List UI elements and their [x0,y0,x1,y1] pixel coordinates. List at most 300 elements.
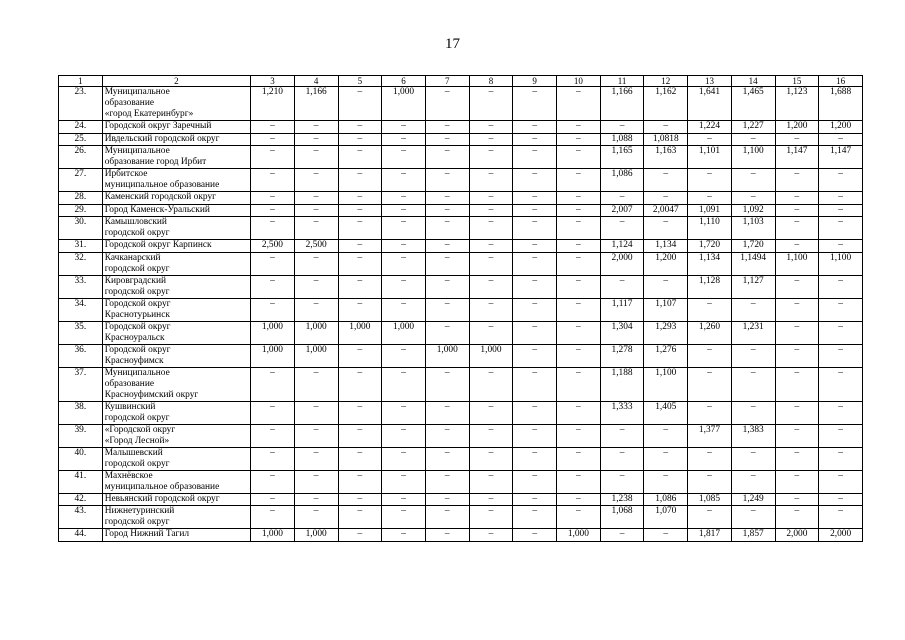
value-cell: – [425,470,469,493]
value-cell: 1,165 [600,146,644,169]
row-number: 33. [59,275,103,298]
municipality-name-line: городской округ [104,228,170,238]
municipality-name [102,493,250,506]
value-cell: – [251,493,295,506]
municipality-name-line: Качканарский [104,252,161,263]
value-cell: – [294,169,338,192]
municipality-name [102,275,250,298]
table-row [59,252,863,275]
value-cell: – [819,133,863,146]
value-cell: 1,100 [819,252,863,275]
value-cell: – [513,192,557,205]
value-cell: – [819,240,863,253]
row-number: 44. [59,529,103,542]
value-cell: – [557,146,601,169]
value-cell: – [338,367,382,401]
value-cell: – [513,169,557,192]
value-cell: – [469,146,513,169]
value-cell: – [513,217,557,240]
value-cell: 1,224 [688,121,732,134]
value-cell: – [557,121,601,134]
value-cell: – [469,169,513,192]
value-cell: – [338,133,382,146]
row-number: 30. [59,217,103,240]
value-cell: – [338,146,382,169]
municipality-name-line: Кушвинский [104,401,156,412]
value-cell: – [382,252,426,275]
value-cell: 2,0047 [644,204,688,217]
value-cell: – [775,424,819,447]
value-cell: – [600,529,644,542]
value-cell: – [251,204,295,217]
value-cell: – [382,133,426,146]
value-cell: – [425,133,469,146]
value-cell: – [469,252,513,275]
table-row [59,367,863,401]
value-cell: 1,720 [731,240,775,253]
value-cell: – [251,133,295,146]
value-cell: – [731,506,775,529]
municipality-name [102,424,250,447]
municipality-name-line: Ирбитское [104,169,148,179]
value-cell: – [425,298,469,321]
column-header: 13 [688,76,732,87]
value-cell: – [513,252,557,275]
municipality-name-line: образование город Ирбит [104,157,207,167]
row-number: 25. [59,133,103,146]
municipality-name [102,169,250,192]
value-cell: – [513,529,557,542]
value-cell: – [294,470,338,493]
value-cell: – [294,204,338,217]
value-cell: – [294,133,338,146]
value-cell: – [469,447,513,470]
value-cell: – [557,217,601,240]
value-cell: 1,1494 [731,252,775,275]
municipality-name [102,321,250,344]
value-cell: 1,085 [688,493,732,506]
value-cell: – [425,192,469,205]
value-cell: – [513,321,557,344]
value-cell: 1,134 [688,252,732,275]
value-cell: – [557,169,601,192]
table-row [59,146,863,169]
value-cell: 1,123 [775,87,819,121]
value-cell: – [382,529,426,542]
value-cell: – [338,87,382,121]
value-cell: – [513,424,557,447]
row-number: 24. [59,121,103,134]
value-cell: – [469,493,513,506]
table-row [59,240,863,253]
value-cell: – [644,470,688,493]
row-number: 39. [59,424,103,447]
row-number: 23. [59,87,103,121]
municipality-name-line: «Городской округ [104,424,176,435]
value-cell: 1,333 [600,401,644,424]
table-row [59,87,863,121]
value-cell: – [294,447,338,470]
value-cell: 1,100 [731,146,775,169]
value-cell: 1,162 [644,87,688,121]
value-cell: 1,000 [557,529,601,542]
value-cell: – [382,204,426,217]
column-header: 9 [513,76,557,87]
value-cell: 1,231 [731,321,775,344]
row-number: 28. [59,192,103,205]
value-cell: – [775,169,819,192]
value-cell: – [600,447,644,470]
value-cell: – [251,401,295,424]
value-cell: – [382,367,426,401]
value-cell: – [469,424,513,447]
value-cell: – [775,204,819,217]
municipality-name [102,401,250,424]
municipality-name [102,344,250,367]
value-cell: – [338,204,382,217]
value-cell: – [425,87,469,121]
column-header: 10 [557,76,601,87]
value-cell: – [251,252,295,275]
value-cell: 1,200 [775,121,819,134]
value-cell: – [469,204,513,217]
value-cell: – [819,506,863,529]
value-cell: – [382,169,426,192]
value-cell: – [688,506,732,529]
value-cell: – [644,192,688,205]
value-cell: 1,088 [600,133,644,146]
value-cell: – [557,192,601,205]
value-cell: – [819,217,863,240]
value-cell: – [557,493,601,506]
value-cell: – [338,192,382,205]
municipality-name-line: Нижнетуринский [104,506,175,516]
value-cell: – [294,493,338,506]
municipality-name-line: Краснотурьинск [104,309,170,320]
value-cell: – [644,169,688,192]
table-row [59,192,863,205]
value-cell: – [425,493,469,506]
value-cell: 2,000 [819,529,863,542]
municipality-name [102,204,250,217]
row-number: 40. [59,447,103,470]
column-header: 5 [338,76,382,87]
value-cell: – [513,470,557,493]
value-cell: – [644,121,688,134]
value-cell: 1,278 [600,344,644,367]
value-cell: – [469,133,513,146]
value-cell: 1,817 [688,529,732,542]
municipality-name-line: Городской округ Карпинск [104,240,212,250]
value-cell: – [775,217,819,240]
value-cell: – [819,298,863,321]
value-cell: 1,068 [600,506,644,529]
value-cell: – [775,493,819,506]
value-cell: 1,188 [600,367,644,401]
value-cell: – [338,169,382,192]
value-cell: 2,000 [775,529,819,542]
value-cell: – [425,275,469,298]
value-cell: – [338,424,382,447]
value-cell: – [294,146,338,169]
municipality-name-line: Красноуральск [104,332,165,343]
municipality-name-line: Город Каменск-Уральский [104,204,210,215]
value-cell: 1,117 [600,298,644,321]
value-cell: – [469,240,513,253]
value-cell: – [557,447,601,470]
value-cell: – [819,401,863,424]
value-cell: – [600,121,644,134]
value-cell: – [557,240,601,253]
value-cell: – [775,298,819,321]
municipality-name [102,252,250,275]
table-row [59,529,863,542]
value-cell: – [294,217,338,240]
value-cell: 1,720 [688,240,732,253]
column-header: 11 [600,76,644,87]
value-cell: – [425,252,469,275]
value-cell: 1,238 [600,493,644,506]
value-cell: – [513,240,557,253]
value-cell: – [469,529,513,542]
table-row [59,298,863,321]
value-cell: – [644,275,688,298]
municipality-name-line: Кировградский [104,275,166,286]
table-header-row [59,76,863,87]
value-cell: – [688,367,732,401]
value-cell: – [600,275,644,298]
table-row [59,506,863,529]
value-cell: 1,293 [644,321,688,344]
value-cell: – [382,424,426,447]
municipality-name-line: Городской округ [104,321,171,332]
value-cell: 1,688 [819,87,863,121]
value-cell: – [600,470,644,493]
value-cell: – [557,298,601,321]
municipality-name-line: «Город Лесной» [104,435,170,446]
value-cell: – [338,470,382,493]
municipality-name-line: Муниципальное [104,367,170,378]
value-cell: 1,000 [294,321,338,344]
value-cell: – [513,506,557,529]
value-cell: – [819,470,863,493]
value-cell: – [775,470,819,493]
value-cell: – [688,401,732,424]
column-header: 12 [644,76,688,87]
value-cell: 1,304 [600,321,644,344]
value-cell: 2,000 [600,252,644,275]
value-cell: – [338,506,382,529]
value-cell: – [251,146,295,169]
row-number: 32. [59,252,103,275]
value-cell: – [775,367,819,401]
value-cell: – [819,344,863,367]
value-cell: – [469,321,513,344]
value-cell: – [469,367,513,401]
value-cell: – [557,470,601,493]
value-cell: – [251,506,295,529]
municipality-name-line: Городской округ Заречный [104,121,212,131]
table-row [59,401,863,424]
value-cell: – [382,275,426,298]
value-cell: – [338,447,382,470]
value-cell: – [294,506,338,529]
value-cell: – [294,192,338,205]
value-cell: – [513,344,557,367]
row-number: 42. [59,493,103,506]
column-header: 6 [382,76,426,87]
value-cell: – [294,424,338,447]
value-cell: – [338,217,382,240]
row-number: 35. [59,321,103,344]
value-cell: – [382,146,426,169]
municipality-name-line: Городской округ [104,298,171,309]
municipality-name [102,240,250,253]
value-cell: 1,166 [294,87,338,121]
value-cell: – [557,204,601,217]
municipality-name-line: образование [104,378,155,389]
value-cell: 1,276 [644,344,688,367]
value-cell: – [557,367,601,401]
value-cell: – [819,321,863,344]
value-cell: – [425,240,469,253]
value-cell: 1,128 [688,275,732,298]
value-cell: – [469,298,513,321]
municipality-name-line: Ивдельский городской округ [104,133,220,144]
municipality-name [102,133,250,146]
value-cell: – [469,275,513,298]
value-cell: – [557,321,601,344]
value-cell: – [338,121,382,134]
value-cell: – [382,493,426,506]
municipality-name-line: Малышевский [104,447,163,458]
value-cell: – [425,169,469,192]
row-number: 34. [59,298,103,321]
page-number: 17 [445,36,460,52]
value-cell: – [469,217,513,240]
value-cell: 1,210 [251,87,295,121]
value-cell: – [294,252,338,275]
value-cell: – [294,401,338,424]
municipality-name [102,447,250,470]
value-cell: – [251,367,295,401]
value-cell: – [600,217,644,240]
table-row [59,344,863,367]
value-cell: – [819,367,863,401]
value-cell: – [513,493,557,506]
value-cell: – [513,401,557,424]
value-cell: – [731,298,775,321]
municipality-name-line: Каменский городской округ [104,192,216,202]
value-cell: – [513,298,557,321]
value-cell: – [382,192,426,205]
value-cell: – [688,169,732,192]
value-cell: 1,000 [294,529,338,542]
municipality-name-line: Камышловский [104,217,167,227]
value-cell: – [819,447,863,470]
value-cell: – [688,133,732,146]
value-cell: – [469,121,513,134]
value-cell: 1,124 [600,240,644,253]
value-cell: 1,166 [600,87,644,121]
value-cell: 1,070 [644,506,688,529]
value-cell: – [513,133,557,146]
value-cell: – [644,217,688,240]
value-cell: – [425,424,469,447]
value-cell: – [731,367,775,401]
value-cell: – [382,121,426,134]
value-cell: – [688,192,732,205]
municipality-name [102,87,250,121]
value-cell: – [338,529,382,542]
row-number: 29. [59,204,103,217]
value-cell: 1,260 [688,321,732,344]
row-number: 38. [59,401,103,424]
table-row [59,321,863,344]
value-cell: 1,405 [644,401,688,424]
value-cell: – [338,344,382,367]
municipality-name-line: Махнёвское [104,470,153,481]
value-cell: 1,377 [688,424,732,447]
value-cell: – [469,506,513,529]
value-cell: – [557,344,601,367]
table-row [59,470,863,493]
value-cell: – [294,121,338,134]
value-cell: 1,092 [731,204,775,217]
value-cell: – [251,424,295,447]
value-cell: – [819,192,863,205]
value-cell: – [557,275,601,298]
value-cell: 1,000 [382,87,426,121]
value-cell: – [294,367,338,401]
value-cell: – [731,133,775,146]
municipality-name [102,121,250,134]
municipality-name-line: Городской округ [104,344,171,355]
value-cell: – [338,252,382,275]
municipality-name [102,217,250,240]
column-header: 14 [731,76,775,87]
row-number: 41. [59,470,103,493]
municipality-name-line: образование [104,98,155,108]
municipality-name [102,367,250,401]
value-cell: – [644,447,688,470]
value-cell: 1,000 [294,344,338,367]
value-cell: – [425,321,469,344]
value-cell: – [251,275,295,298]
value-cell: 1,086 [644,493,688,506]
value-cell: – [557,506,601,529]
table-row [59,204,863,217]
value-cell: – [425,146,469,169]
value-cell: – [513,121,557,134]
value-cell: – [469,401,513,424]
municipality-name-line: «город Екатеринбург» [104,109,194,119]
row-number: 36. [59,344,103,367]
value-cell: – [819,169,863,192]
municipality-name-line: муниципальное образование [104,481,220,492]
value-cell: – [557,87,601,121]
municipality-name [102,470,250,493]
column-header: 4 [294,76,338,87]
municipality-name-line: Муниципальное [104,146,170,156]
value-cell: – [557,401,601,424]
municipality-name-line: Красноуфимск [104,355,164,366]
municipality-name [102,146,250,169]
value-cell: 1,000 [425,344,469,367]
value-cell: 1,147 [819,146,863,169]
municipality-name-line: городской округ [104,263,170,274]
value-cell: – [294,275,338,298]
